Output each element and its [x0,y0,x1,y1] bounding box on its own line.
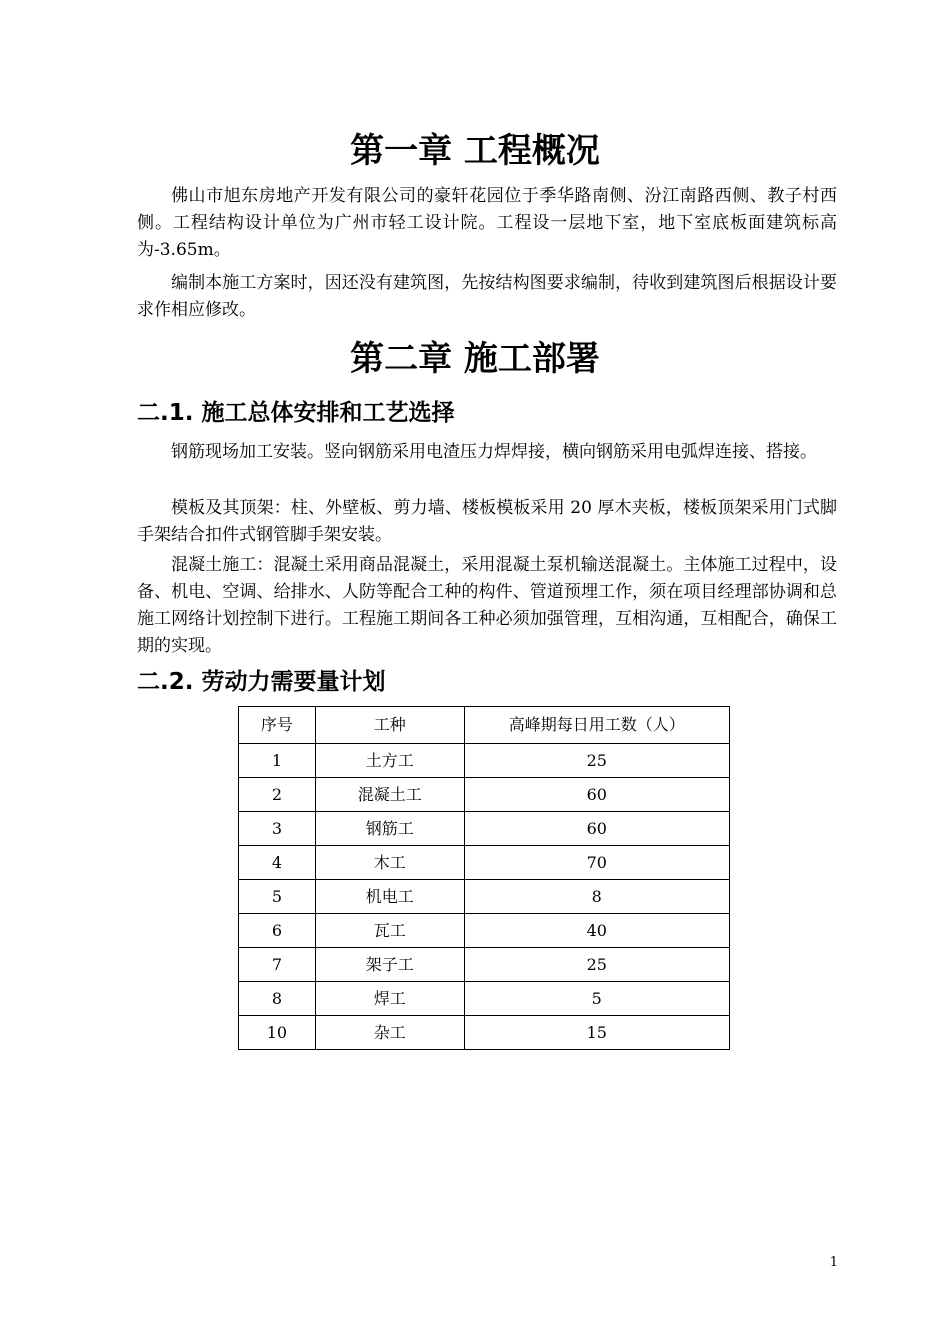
cell-trade: 机电工 [315,880,464,914]
cell-peak-workers: 70 [464,846,729,880]
chapter-1-paragraph-2: 编制本施工方案时，因还没有建筑图，先按结构图要求编制，待收到建筑图后根据设计要求作相应修改。 [137,273,837,320]
cell-trade: 木工 [315,846,464,880]
cell-peak-workers: 15 [464,1016,729,1050]
cell-peak-workers: 8 [464,880,729,914]
cell-trade: 土方工 [315,744,464,778]
cell-index: 4 [239,846,316,880]
chapter-1-title: 第一章 工程概况 [350,131,600,171]
cell-index: 10 [239,1016,316,1050]
table-row [239,948,730,982]
table-row [239,982,730,1016]
cell-peak-workers: 60 [464,778,729,812]
cell-index: 6 [239,914,316,948]
cell-trade: 杂工 [315,1016,464,1050]
cell-trade: 架子工 [315,948,464,982]
cell-peak-workers: 60 [464,812,729,846]
labor-requirement-table [238,706,730,1050]
table-row [239,812,730,846]
header-cell-trade: 工种 [315,707,464,744]
table-header-row [239,707,730,744]
table-row [239,778,730,812]
table-row [239,914,730,948]
cell-peak-workers: 25 [464,744,729,778]
header-cell-peak-workers: 高峰期每日用工数（人） [464,707,729,744]
section-2-1-paragraph-1: 钢筋现场加工安装。竖向钢筋采用电渣压力焊焊接，横向钢筋采用电弧焊连接、搭接。 [171,442,817,462]
cell-index: 8 [239,982,316,1016]
header-cell-index: 序号 [239,707,316,744]
cell-index: 7 [239,948,316,982]
cell-trade: 混凝土工 [315,778,464,812]
table-row [239,880,730,914]
section-2-2-title: 二.2. 劳动力需要量计划 [137,669,386,695]
page-number: 1 [829,1255,838,1270]
cell-peak-workers: 40 [464,914,729,948]
chapter-1-paragraph-1: 佛山市旭东房地产开发有限公司的豪轩花园位于季华路南侧、汾江南路西侧、教子村西侧。工程结构设计单位为广州市轻工设计院。工程设一层地下室，地下室底板面建筑标高为-3.65m。 [137,186,837,260]
chapter-2-title: 第二章 施工部署 [350,339,600,379]
section-2-1-paragraph-2: 模板及其顶架：柱、外壁板、剪力墙、楼板模板采用 20 厚木夹板，楼板顶架采用门式脚手架结合扣件式钢管脚手架安装。 [137,498,837,545]
table-row [239,846,730,880]
table-row [239,744,730,778]
cell-trade: 焊工 [315,982,464,1016]
cell-index: 5 [239,880,316,914]
cell-peak-workers: 25 [464,948,729,982]
cell-peak-workers: 5 [464,982,729,1016]
cell-index: 3 [239,812,316,846]
cell-trade: 钢筋工 [315,812,464,846]
cell-trade: 瓦工 [315,914,464,948]
table-row [239,1016,730,1050]
section-2-1-paragraph-3: 混凝土施工：混凝土采用商品混凝土，采用混凝土泵机输送混凝土。主体施工过程中，设备、机电、空调、给排水、人防等配合工种的构件、管道预埋工作，须在项目经理部协调和总施工网络计划控制下进行。工程施工期间各工种必须加强管理，互相沟通，互相配合，确保工期的实现。 [137,555,837,656]
cell-index: 1 [239,744,316,778]
cell-index: 2 [239,778,316,812]
section-2-1-title: 二.1. 施工总体安排和工艺选择 [137,400,455,426]
